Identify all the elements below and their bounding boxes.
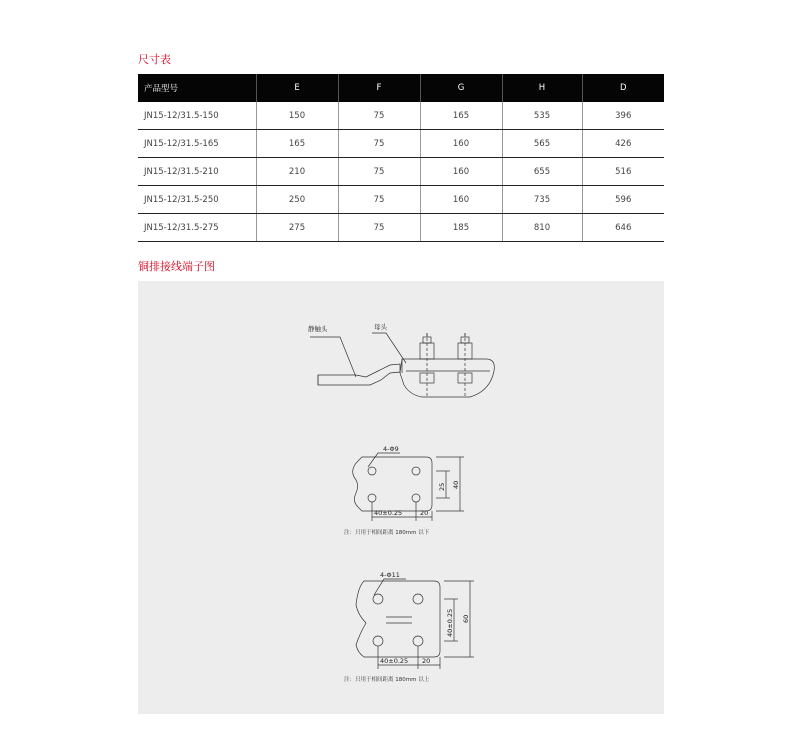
table-row	[138, 186, 664, 214]
dim-bottom-a-11: 40±0.25	[380, 657, 409, 665]
contact-side-view	[310, 333, 494, 397]
dim-right-b-9: 40	[452, 480, 460, 489]
cell-model: JN15-12/31.5-150	[138, 102, 256, 130]
cell-g: 185	[420, 214, 502, 242]
header-e: E	[256, 74, 338, 102]
label-hole-9: 4-Φ9	[383, 445, 399, 453]
cell-g: 165	[420, 102, 502, 130]
cell-h: 735	[502, 186, 582, 214]
table-row	[138, 158, 664, 186]
dim-bottom-b-11: 20	[422, 657, 431, 665]
dimension-table	[138, 74, 664, 242]
label-hole-11: 4-Φ11	[380, 571, 400, 579]
dim-bottom-a-9: 40±0.25	[374, 509, 403, 517]
dim-right-a-11: 40±0.25	[446, 608, 454, 637]
cell-e: 210	[256, 158, 338, 186]
cell-d: 646	[582, 214, 664, 242]
table-row	[138, 130, 664, 158]
header-g: G	[420, 74, 502, 102]
header-h: H	[502, 74, 582, 102]
terminal-diagram-svg	[138, 281, 664, 714]
terminal-plate-9-drawing	[353, 453, 464, 521]
note-fig3: 注：只用于相间距离 180mm 以上	[344, 677, 430, 683]
label-static-contact: 静触头	[308, 325, 328, 333]
table-header-row	[138, 74, 664, 102]
terminal-diagram-title: 铜排接线端子图	[138, 260, 215, 273]
dim-bottom-b-9: 20	[420, 509, 429, 517]
cell-d: 426	[582, 130, 664, 158]
cell-model: JN15-12/31.5-165	[138, 130, 256, 158]
cell-f: 75	[338, 102, 420, 130]
cell-f: 75	[338, 158, 420, 186]
cell-d: 596	[582, 186, 664, 214]
cell-h: 565	[502, 130, 582, 158]
cell-model: JN15-12/31.5-275	[138, 214, 256, 242]
table-row	[138, 102, 664, 130]
cell-e: 275	[256, 214, 338, 242]
terminal-plate-11-drawing	[356, 579, 474, 669]
cell-h: 810	[502, 214, 582, 242]
label-female-terminal: 母头	[374, 323, 387, 331]
note-fig2: 注：只用于相间距离 180mm 以下	[344, 530, 430, 536]
cell-g: 160	[420, 130, 502, 158]
cell-f: 75	[338, 214, 420, 242]
cell-g: 160	[420, 158, 502, 186]
cell-f: 75	[338, 130, 420, 158]
cell-d: 516	[582, 158, 664, 186]
cell-f: 75	[338, 186, 420, 214]
table-row	[138, 214, 664, 242]
header-d: D	[582, 74, 664, 102]
cell-g: 160	[420, 186, 502, 214]
cell-e: 250	[256, 186, 338, 214]
terminal-diagram-panel	[138, 281, 664, 714]
dim-right-b-11: 60	[462, 614, 470, 623]
cell-model: JN15-12/31.5-210	[138, 158, 256, 186]
dimension-table-title: 尺寸表	[138, 53, 171, 66]
cell-d: 396	[582, 102, 664, 130]
cell-e: 150	[256, 102, 338, 130]
cell-model: JN15-12/31.5-250	[138, 186, 256, 214]
header-model: 产品型号	[138, 74, 256, 102]
dim-right-a-9: 25	[438, 482, 446, 491]
cell-h: 535	[502, 102, 582, 130]
cell-e: 165	[256, 130, 338, 158]
header-f: F	[338, 74, 420, 102]
cell-h: 655	[502, 158, 582, 186]
